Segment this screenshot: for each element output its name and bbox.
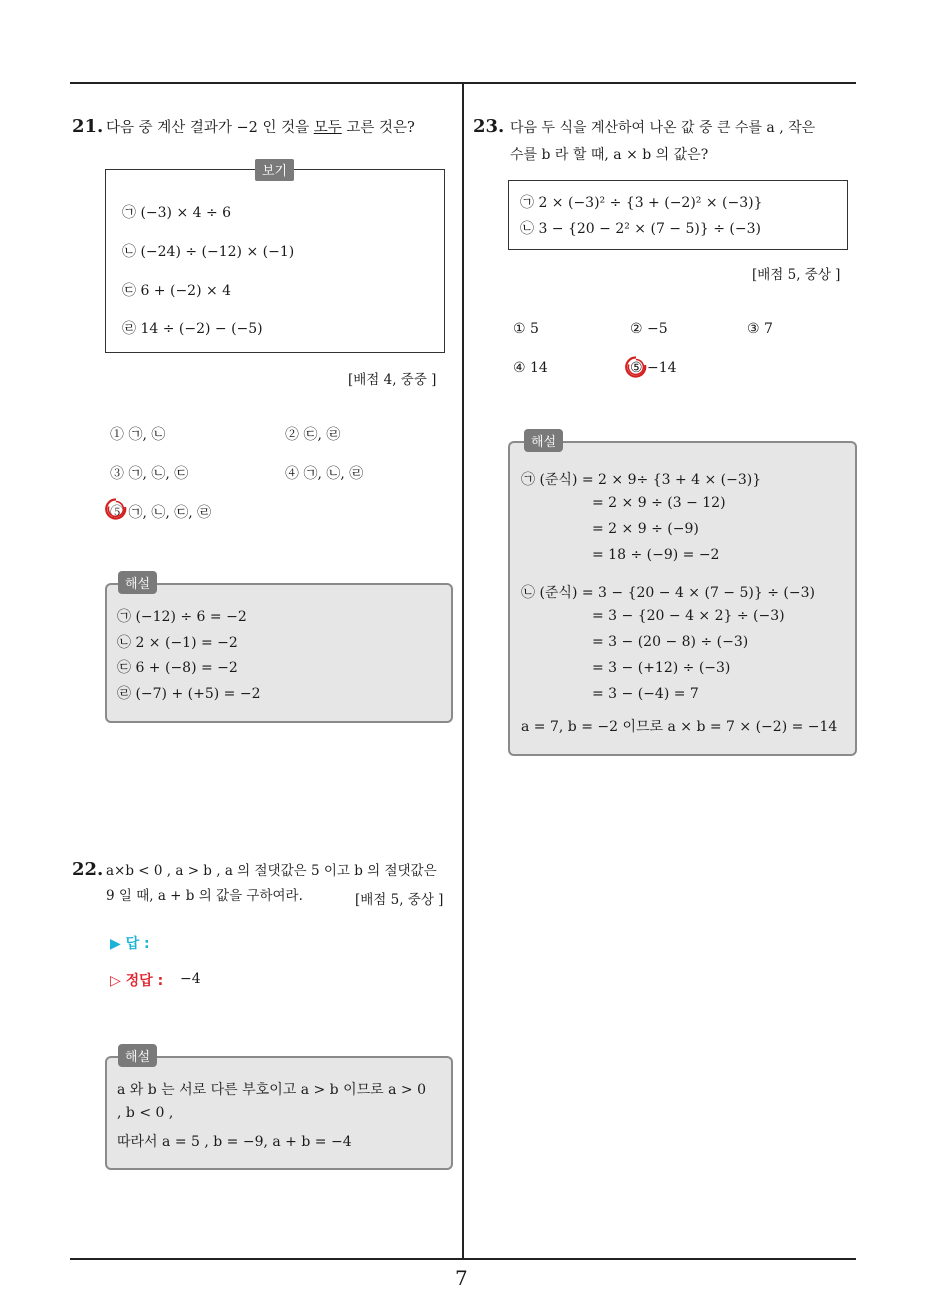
q23-choice-2[interactable]: ② −5	[630, 321, 668, 337]
column-divider	[462, 82, 464, 1259]
q22-points: [배점 5, 중상 ]	[355, 892, 444, 908]
q21-bogi-item-1: ㉠ (−3) × 4 ÷ 6	[122, 205, 232, 221]
q22-answer-label: ▶ 답 :	[110, 936, 150, 952]
q21-answer-mark-icon	[104, 497, 128, 521]
q23-number: 23.	[473, 116, 505, 137]
q21-number: 21.	[72, 116, 104, 137]
q21-points: [배점 4, 중중 ]	[348, 372, 437, 388]
q23-choice-5[interactable]: ⑤ −14	[630, 360, 677, 376]
q21-question	[106, 114, 415, 142]
q23-solution-line-10: a = 7, b = −2 이므로 a × b = 7 × (−2) = −14	[521, 719, 838, 735]
q21-bogi-item-2: ㉡ (−24) ÷ (−12) × (−1)	[122, 244, 295, 260]
q23-solution-line-5: ㉡ (준식) = 3 − {20 − 4 × (7 − 5)} ÷ (−3)	[521, 585, 815, 601]
q23-solution-line-4: = 18 ÷ (−9) = −2	[592, 547, 720, 563]
q21-solution-line-4: ㉣ (−7) + (+5) = −2	[117, 686, 261, 702]
q23-choice-3[interactable]: ③ 7	[747, 321, 773, 337]
q22-solution-line-3: 따라서 a = 5 , b = −9, a + b = −4	[117, 1134, 352, 1150]
q23-points: [배점 5, 중상 ]	[752, 267, 841, 283]
q21-choice-5[interactable]: ⑤ ㉠, ㉡, ㉢, ㉣	[110, 505, 212, 521]
q23-answer-mark-icon	[624, 355, 648, 379]
q23-solution-line-3: = 2 × 9 ÷ (−9)	[592, 521, 699, 537]
q23-expression-box	[508, 180, 848, 250]
q21-text-underline: 모두	[313, 120, 342, 136]
q22-correct-label: ▷ 정답 :	[110, 973, 164, 989]
page-number: 7	[455, 1266, 468, 1290]
bottom-rule	[70, 1258, 856, 1260]
q21-text-before: 다음 중 계산 결과가 −2 인 것을	[106, 120, 314, 136]
q23-line-2: 수를 b 라 할 때, a × b 의 값은?	[510, 147, 709, 163]
q21-choice-4[interactable]: ④ ㉠, ㉡, ㉣	[285, 466, 364, 482]
q22-solution-tag: 해설	[118, 1044, 157, 1067]
q21-solution-tag: 해설	[118, 571, 157, 594]
q23-expression-1: ㉠ 2 × (−3)² ÷ {3 + (−2)² × (−3)}	[520, 195, 763, 211]
q23-solution-line-9: = 3 − (−4) = 7	[592, 686, 699, 702]
q23-expression-2: ㉡ 3 − {20 − 2² × (7 − 5)} ÷ (−3)	[520, 221, 761, 237]
q22-number: 22.	[72, 859, 104, 880]
q21-choice-2[interactable]: ② ㉢, ㉣	[285, 427, 341, 443]
q21-bogi-item-3: ㉢ 6 + (−2) × 4	[122, 283, 232, 299]
q23-solution-line-2: = 2 × 9 ÷ (3 − 12)	[592, 495, 726, 511]
q21-solution-line-2: ㉡ 2 × (−1) = −2	[117, 635, 238, 651]
q23-solution-line-6: = 3 − {20 − 4 × 2} ÷ (−3)	[592, 608, 785, 624]
q21-solution-line-1: ㉠ (−12) ÷ 6 = −2	[117, 609, 247, 625]
q22-line-2: 9 일 때, a + b 의 값을 구하여라.	[106, 888, 303, 904]
q22-line-1: a×b < 0 , a > b , a 의 절댓값은 5 이고 b 의 절댓값은	[106, 863, 437, 879]
q22-solution-line-1: a 와 b 는 서로 다른 부호이고 a > b 이므로 a > 0	[117, 1082, 426, 1098]
q23-solution-tag: 해설	[524, 429, 563, 452]
q23-solution-line-1: ㉠ (준식) = 2 × 9÷ {3 + 4 × (−3)}	[521, 472, 762, 488]
q22-correct-value: −4	[180, 971, 201, 987]
q23-line-1: 다음 두 식을 계산하여 나온 값 중 큰 수를 a , 작은	[510, 120, 816, 136]
q21-text-after: 고른 것은?	[341, 120, 415, 136]
q21-bogi-title: 보기	[255, 159, 294, 181]
q23-solution-line-8: = 3 − (+12) ÷ (−3)	[592, 660, 731, 676]
q23-choice-4[interactable]: ④ 14	[513, 360, 548, 376]
q23-choice-1[interactable]: ① 5	[513, 321, 539, 337]
q21-choice-3[interactable]: ③ ㉠, ㉡, ㉢	[110, 466, 189, 482]
q21-solution-line-3: ㉢ 6 + (−8) = −2	[117, 660, 238, 676]
q21-choice-1[interactable]: ① ㉠, ㉡	[110, 427, 166, 443]
q22-solution-line-2: , b < 0 ,	[117, 1105, 174, 1121]
q23-solution-line-7: = 3 − (20 − 8) ÷ (−3)	[592, 634, 749, 650]
q21-bogi-item-4: ㉣ 14 ÷ (−2) − (−5)	[122, 321, 263, 337]
